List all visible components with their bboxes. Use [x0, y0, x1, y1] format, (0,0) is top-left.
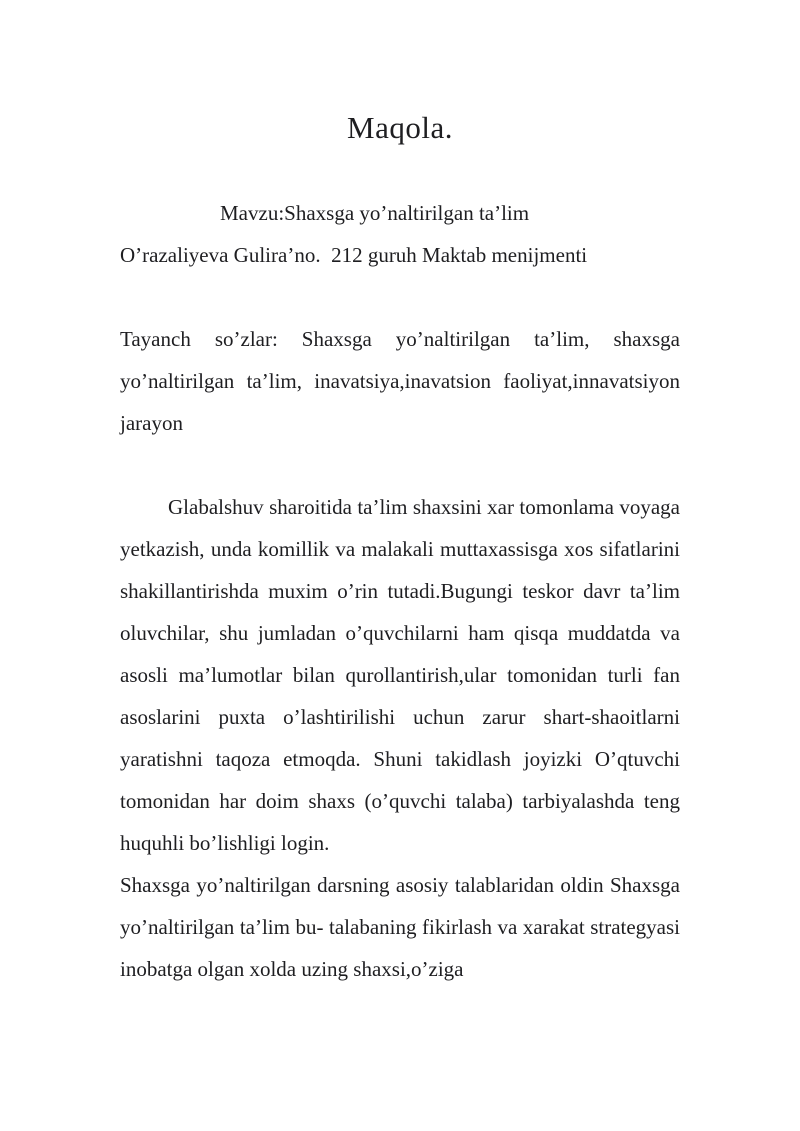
- document-title: Maqola.: [347, 110, 453, 145]
- body-paragraph-1: Glabalshuv sharoitida ta’lim shaxsini xar tomonlama voyaga yetkazish, unda komillik va malakali muttaxassisga xos sifatlarini shakillantirishda muxim o’rin tutadi.Bugungi teskor davr ta’lim oluvchilar, shu jumladan o’quvchilarni ham qisqa muddatda va asosli ma’lumotlar bilan qurollantirish,ular tomonidan turli fan asoslarini puxta o’lashtirilishi uchun zarur shart-shaoitlarni yaratishni taqoza etmoqda. Shuni takidlash joyizki O’qtuvchi tomonidan har doim shaxs (o’quvchi talaba) tarbiyalashda teng huquhli bo’lishligi login.: [120, 495, 680, 855]
- topic-line: Mavzu:Shaxsga yo’naltirilgan ta’lim: [220, 201, 530, 225]
- body-paragraph-2: Shaxsga yo’naltirilgan darsning asosiy talablaridan oldin Shaxsga yo’naltirilgan ta’lim bu- talabaning fikirlash va xarakat strategyasi inobatga olgan xolda uzing shaxsi,o’ziga: [120, 873, 680, 981]
- keywords-paragraph: Tayanch so’zlar: Shaxsga yo’naltirilgan ta’lim, shaxsga yo’naltirilgan ta’lim, inavatsiya,inavatsion faoliyat,innavatsiyon jarayon: [120, 327, 680, 435]
- author-line: O’razaliyeva Gulira’no. 212 guruh Maktab menijmenti: [120, 243, 588, 267]
